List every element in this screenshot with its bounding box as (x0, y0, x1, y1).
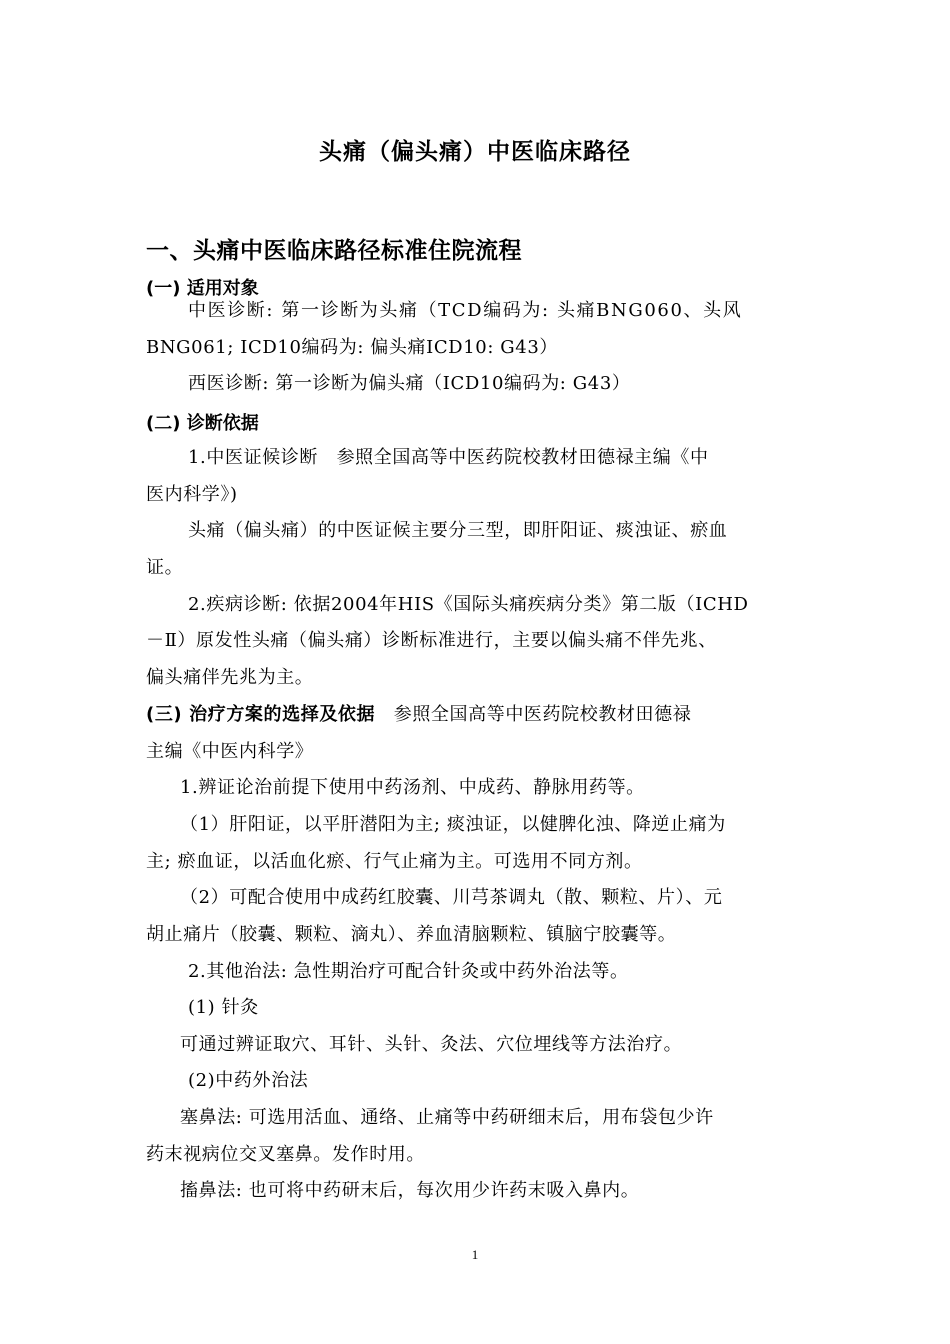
paragraph-line: 搐鼻法: 也可将中药研末后，每次用少许药末吸入鼻内。 (180, 1180, 640, 1201)
subsection-heading-applicable: (一) 适用对象 (146, 278, 259, 299)
paragraph-line: －Ⅱ）原发性头痛（偏头痛）诊断标准进行，主要以偏头痛不伴先兆、 (146, 630, 717, 651)
page-number: 1 (471, 1247, 479, 1262)
paragraph-line: 可通过辨证取穴、耳针、头针、灸法、穴位埋线等方法治疗。 (180, 1034, 683, 1055)
paragraph-line: 药末视病位交叉塞鼻。发作时用。 (146, 1144, 425, 1165)
paragraph-line: 医内科学》) (146, 484, 238, 505)
paragraph-line: 胡止痛片（胶囊、颗粒、滴丸）、养血清脑颗粒、镇脑宁胶囊等。 (146, 924, 677, 945)
paragraph-line: 西医诊断: 第一诊断为偏头痛（ICD10编码为: G43） (188, 373, 631, 394)
document-title: 头痛（偏头痛）中医临床路径 (319, 139, 631, 165)
paragraph-line: （1）肝阳证，以平肝潜阳为主; 痰浊证，以健脾化浊、降逆止痛为 (180, 814, 726, 835)
paragraph-line: 2.疾病诊断: 依据2004年HIS《国际头痛疾病分类》第二版（ICHD (188, 594, 749, 615)
subsection-heading-diagnosis: (二) 诊断依据 (146, 413, 259, 434)
paragraph-line: 1.辨证论治前提下使用中药汤剂、中成药、静脉用药等。 (180, 777, 645, 798)
subsection-heading-treatment: (三) 治疗方案的选择及依据 (146, 704, 376, 725)
paragraph-line: 证。 (146, 557, 184, 578)
paragraph-line: 主编《中医内科学》 (146, 741, 314, 762)
section-heading-1: 一、头痛中医临床路径标准住院流程 (146, 238, 522, 264)
paragraph-line: (2)中药外治法 (188, 1070, 309, 1091)
paragraph-line: (1) 针灸 (188, 997, 259, 1018)
paragraph-line: （2）可配合使用中成药红胶囊、川芎茶调丸（散、颗粒、片）、元 (180, 887, 723, 908)
paragraph-line: 主; 瘀血证，以活血化瘀、行气止痛为主。可选用不同方剂。 (146, 851, 643, 872)
treatment-heading-tail-spacer (375, 704, 394, 725)
treatment-heading-tail: 参照全国高等中医药院校教材田德禄 (393, 704, 692, 725)
subsection-heading-treatment-line (146, 703, 691, 727)
paragraph-line: 中医诊断: 第一诊断为头痛（TCD编码为: 头痛BNG060、头风 (188, 300, 743, 321)
paragraph-line: 塞鼻法: 可选用活血、通络、止痛等中药研细末后，用布袋包少许 (180, 1107, 714, 1128)
paragraph-line: 2.其他治法: 急性期治疗可配合针灸或中药外治法等。 (188, 961, 629, 982)
paragraph-line: 1.中医证候诊断 参照全国高等中医药院校教材田德禄主编《中 (188, 447, 709, 468)
paragraph-line: 偏头痛伴先兆为主。 (146, 667, 314, 688)
paragraph-line: 头痛（偏头痛）的中医证候主要分三型，即肝阳证、痰浊证、瘀血 (188, 520, 728, 541)
paragraph-line: BNG061; ICD10编码为: 偏头痛ICD10: G43） (146, 337, 558, 358)
